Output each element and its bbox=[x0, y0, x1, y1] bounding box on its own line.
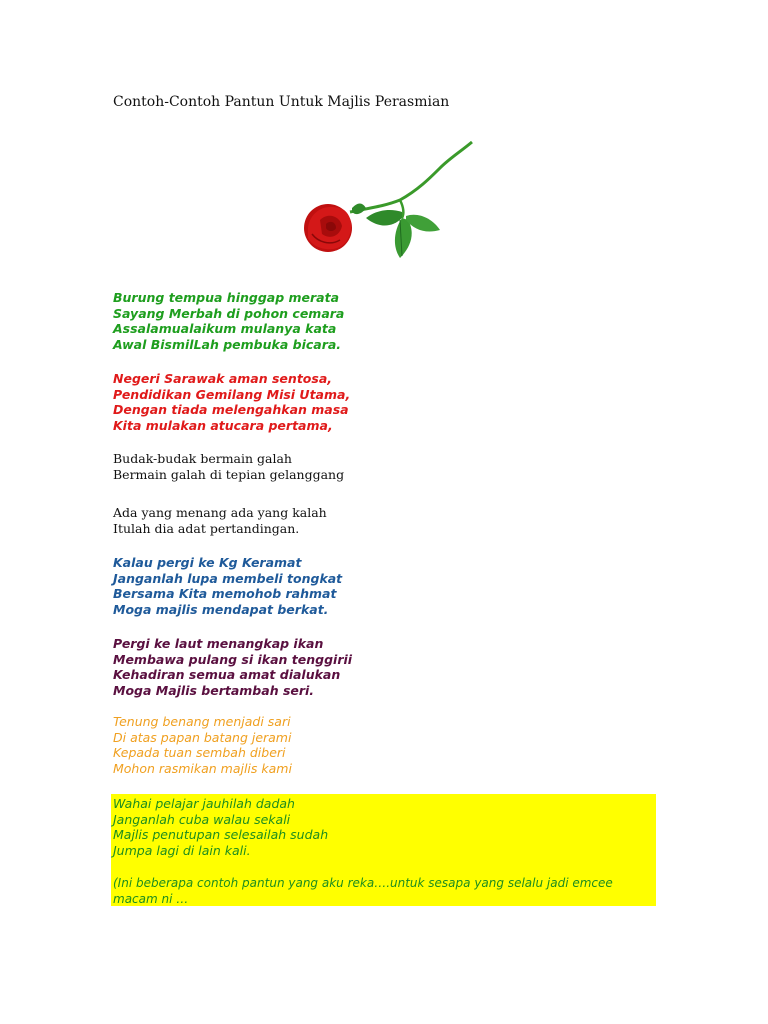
stanza-line: Majlis penutupan selesailah sudah bbox=[113, 827, 329, 842]
stanza-line: Budak-budak bermain galah bbox=[113, 451, 292, 466]
note-line: (Ini beberapa contoh pantun yang aku reka….untuk sesapa yang selalu jadi emcee bbox=[113, 876, 613, 890]
stanza-line: Tenung benang menjadi sari bbox=[113, 714, 291, 729]
stanza-line: Moga Majlis bertambah seri. bbox=[113, 682, 315, 698]
stanza-line: Kepada tuan sembah diberi bbox=[113, 745, 286, 760]
stanza-line: Kalau pergi ke Kg Keramat bbox=[113, 555, 302, 570]
stanza-4 bbox=[113, 505, 327, 537]
stanza-line: Negeri Sarawak aman sentosa, bbox=[113, 371, 333, 386]
stanza-line: Burung tempua hinggap merata bbox=[113, 290, 340, 305]
stanza-line: Dengan tiada melengahkan masa bbox=[113, 402, 349, 417]
stanza-8 bbox=[113, 796, 328, 858]
stanza-line: Assalamualaikum mulanya kata bbox=[113, 321, 337, 336]
stanza-line: Awal BismilLah pembuka bicara. bbox=[113, 336, 342, 352]
stanza-7 bbox=[113, 714, 292, 776]
stanza-line: Jumpa lagi di lain kali. bbox=[113, 842, 251, 858]
stanza-line: Kita mulakan atucara pertama, bbox=[113, 417, 333, 433]
stanza-line: Ada yang menang ada yang kalah bbox=[113, 505, 327, 520]
stanza-line: Di atas papan batang jerami bbox=[113, 729, 292, 745]
stanza-3 bbox=[113, 451, 344, 483]
rose-image bbox=[300, 138, 480, 263]
stanza-line: Membawa pulang si ikan tenggirii bbox=[113, 651, 353, 667]
stanza-line: Janganlah lupa membeli tongkat bbox=[113, 570, 343, 586]
note-line: macam ni … bbox=[113, 891, 189, 906]
stanza-1 bbox=[113, 290, 344, 352]
stanza-5 bbox=[113, 555, 342, 617]
stanza-line: Itulah dia adat pertandingan. bbox=[113, 521, 300, 536]
stanza-line: Wahai pelajar jauhilah dadah bbox=[113, 796, 295, 811]
stanza-line: Pendidikan Gemilang Misi Utama, bbox=[113, 386, 351, 402]
stanza-line: Bersama Kita memohob rahmat bbox=[113, 586, 337, 601]
stanza-line: Bermain galah di tepian gelanggang bbox=[113, 467, 345, 482]
closing-note bbox=[113, 876, 613, 907]
stanza-2 bbox=[113, 371, 350, 433]
document-title: Contoh-Contoh Pantun Untuk Majlis Perasmian bbox=[113, 94, 450, 110]
stanza-6 bbox=[113, 636, 352, 698]
stanza-line: Mohon rasmikan majlis kami bbox=[113, 760, 292, 776]
stanza-line: Moga majlis mendapat berkat. bbox=[113, 601, 329, 617]
stanza-line: Pergi ke laut menangkap ikan bbox=[113, 636, 324, 651]
stanza-line: Janganlah cuba walau sekali bbox=[113, 811, 291, 827]
stanza-line: Kehadiran semua amat dialukan bbox=[113, 667, 341, 682]
stanza-line: Sayang Merbah di pohon cemara bbox=[113, 305, 345, 321]
